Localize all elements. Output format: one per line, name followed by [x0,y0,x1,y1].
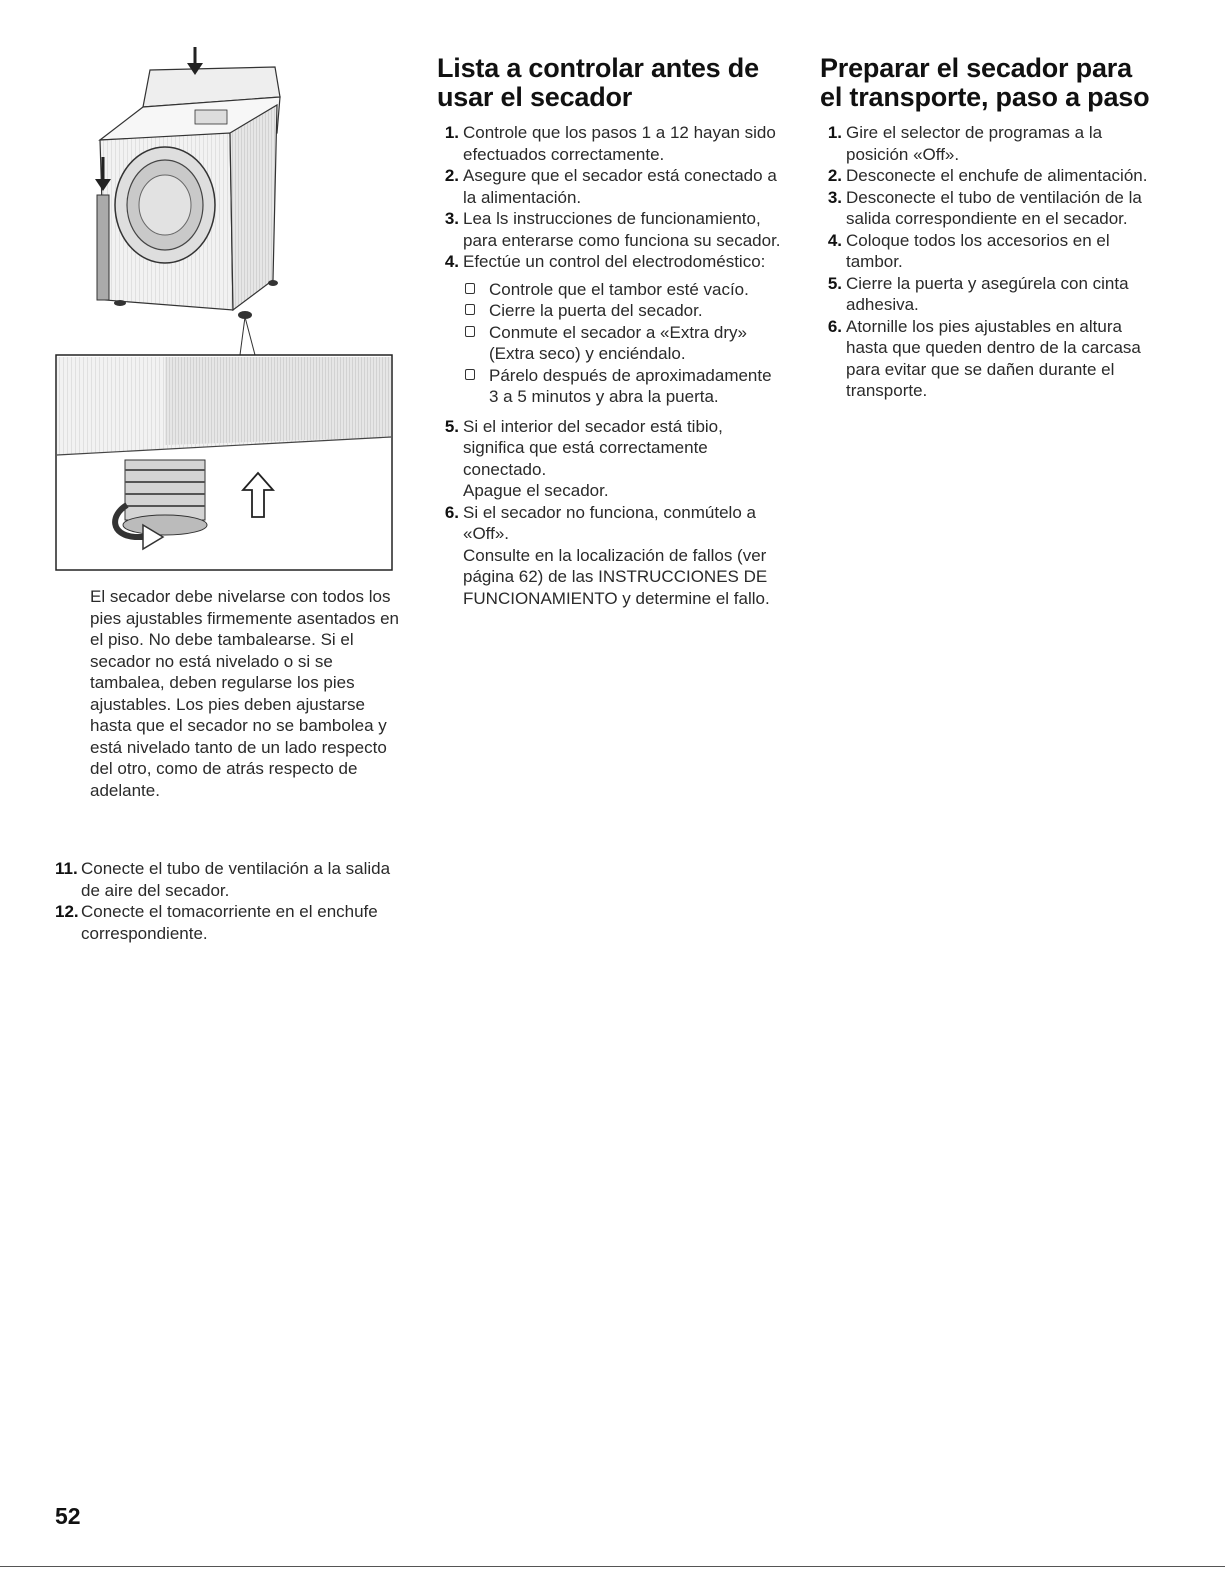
page-number: 52 [55,1503,81,1529]
step-text: Asegure que el secador está conectado a la alimentación. [463,166,777,207]
list-item [820,230,1165,273]
list-item [437,502,782,610]
checkbox-icon [465,283,475,294]
step-number: 5. [444,416,459,436]
list-item [55,858,400,901]
list-item [437,208,782,251]
step-text: Efectúe un control del electrodoméstico: [463,252,766,271]
check-text: Cierre la puerta del secador. [489,301,703,320]
step-number: 2. [444,166,459,185]
list-item [55,901,400,944]
checkbox-icon [465,369,475,380]
step-number: 6. [827,316,842,336]
list-item [820,316,1165,402]
step-extra: Apague el secador. [463,481,609,500]
title-line: usar el secador [437,82,633,112]
list-item [437,165,782,208]
step-text: Conecte el tomacorriente en el enchufe correspondiente. [81,902,378,943]
checklist-column [437,54,782,609]
step-number: 4. [444,252,459,271]
step-text: Desconecte el tubo de ventilación de la salida correspondiente en el secador. [846,187,1142,228]
list-item [437,122,782,165]
check-item [463,300,782,322]
checklist-title [437,54,782,112]
step-text: Si el interior del secador está tibio, significa que está correctamente conectado. [463,416,723,479]
bottom-divider [0,1566,1225,1567]
transport-column [820,54,1165,402]
step-number: 1. [444,123,459,142]
step-number: 2. [827,166,842,185]
list-item [437,251,782,408]
step-text: Gire el selector de programas a la posición «Off». [846,123,1103,164]
transport-steps [820,122,1165,402]
step-number: 12. [55,902,79,921]
step-text: Controle que los pasos 1 a 12 hayan sido efectuados correctamente. [463,123,776,164]
step-text: Cierre la puerta y asegúrela con cinta adhesiva. [846,273,1129,314]
checkbox-icon [465,326,475,337]
list-item [437,416,782,502]
step-text: Coloque todos los accesorios en el tambor. [846,230,1110,271]
checklist-steps [437,122,782,609]
list-item [820,187,1165,230]
left-step-list [55,858,400,944]
checkbox-icon [465,304,475,315]
check-list [463,279,782,408]
step-number: 1. [827,123,842,142]
check-item [463,279,782,301]
list-item [820,273,1165,316]
title-line: Preparar el secador para [820,53,1132,83]
step-text: Si el secador no funciona, conmútelo a «Off». [463,502,756,543]
step-text: Lea ls instrucciones de funcionamiento, para enterarse como funciona su secador. [463,209,781,250]
step-number: 6. [444,502,459,522]
step-number: 4. [827,230,842,250]
leveling-caption: El secador debe nivelarse con todos los pies ajustables firmemente asentados en el piso. No debe tambalearse. Si el secador no está nivelado o si se tambalea, deben regularse los pies ajustables. Los pies deben ajustarse hasta que el secador no se bambolea y está nivelado tanto de un lado respecto del otro, como de atrás respecto de adelante. [90,587,400,800]
step-text: Conecte el tubo de ventilación a la salida de aire del secador. [81,859,391,900]
list-item [820,122,1165,165]
step-number: 3. [444,209,459,228]
check-text: Párelo después de aproximadamente 3 a 5 minutos y abra la puerta. [489,365,772,406]
step-text: Desconecte el enchufe de alimentación. [846,166,1148,185]
step-number: 5. [827,273,842,293]
transport-title [820,54,1165,112]
step-text: Atornille los pies ajustables en altura hasta que queden dentro de la carcasa para evitar que se dañen durante el transporte. [846,316,1141,400]
step-extra: Consulte en la localización de fallos (ver página 62) de las INSTRUCCIONES DE FUNCIONAMIENTO y determine el fallo. [463,545,770,608]
step-number: 11. [55,859,78,878]
title-line: el transporte, paso a paso [820,82,1150,112]
step-number: 3. [827,187,842,207]
check-text: Controle que el tambor esté vacío. [489,279,749,299]
check-item [463,322,782,365]
adjustable-foot-detail [56,355,392,570]
dryer-body [95,47,280,355]
check-item [463,365,782,408]
check-text: Conmute el secador a «Extra dry» (Extra seco) y enciéndalo. [489,322,747,363]
dryer-leveling-illustration [55,45,395,575]
title-line: Lista a controlar antes de [437,53,759,83]
list-item [820,165,1165,187]
